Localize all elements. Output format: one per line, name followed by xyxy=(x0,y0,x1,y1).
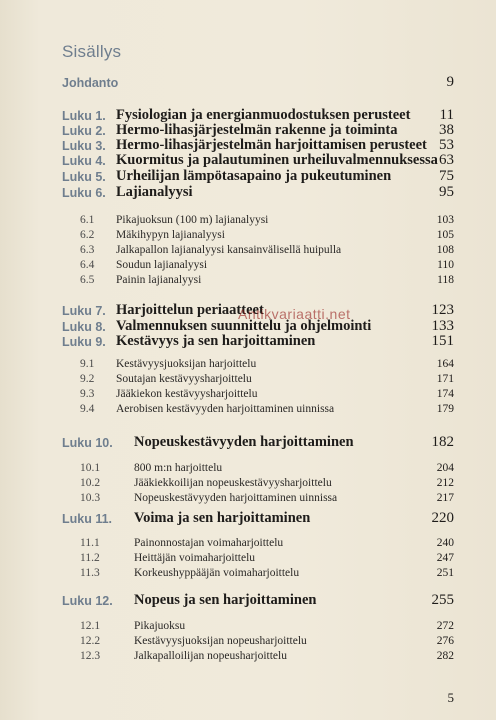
chapter-number: Luku 7. xyxy=(62,304,106,318)
chapter-page-number: 63 xyxy=(439,152,454,168)
chapter-title: Kuormitus ja palautuminen urheiluvalmennuksessa xyxy=(116,152,438,168)
chapter-page-number: 182 xyxy=(431,434,454,450)
section-number: 9.3 xyxy=(80,388,95,400)
section-page-number: 118 xyxy=(437,274,454,286)
page-number: 5 xyxy=(447,690,454,705)
section-page-number: 164 xyxy=(436,358,454,370)
chapter-page-number: 123 xyxy=(431,302,454,318)
section-title: Pikajuoksu xyxy=(134,620,186,632)
chapter-title: Nopeuskestävyyden harjoittaminen xyxy=(134,434,354,450)
chapter-title: Urheilijan lämpötasapaino ja pukeutuminen xyxy=(116,168,392,184)
section-number: 11.3 xyxy=(80,567,100,579)
section-title: Nopeuskestävyyden harjoittaminen uinnissa xyxy=(134,492,338,504)
section-page-number: 108 xyxy=(436,244,454,256)
section-page-number: 272 xyxy=(436,620,454,632)
chapter-number: Luku 10. xyxy=(62,436,113,450)
section-page-number: 179 xyxy=(436,403,454,415)
chapter-page-number: 75 xyxy=(439,168,454,184)
section-page-number: 240 xyxy=(436,537,454,549)
section-number: 9.4 xyxy=(80,403,95,415)
watermark: Antikvariaatti.net xyxy=(238,306,351,322)
toc-title: Sisällys xyxy=(62,42,122,61)
intro-page-number: 9 xyxy=(446,74,454,90)
section-number: 6.5 xyxy=(80,274,95,286)
section-title: Kestävyysjuoksijan harjoittelu xyxy=(116,358,257,370)
section-page-number: 251 xyxy=(436,567,454,579)
section-number: 9.1 xyxy=(80,358,95,370)
chapter-title: Harjoittelun periaatteet xyxy=(116,302,264,318)
chapter-title: Lajianalyysi xyxy=(116,184,193,200)
chapter-title: Nopeus ja sen harjoittaminen xyxy=(134,592,317,608)
chapter-number: Luku 3. xyxy=(62,139,106,153)
section-page-number: 103 xyxy=(436,214,454,226)
section-number: 6.4 xyxy=(80,259,95,271)
section-page-number: 217 xyxy=(436,492,454,504)
section-page-number: 247 xyxy=(436,552,454,564)
chapter-title: Voima ja sen harjoittaminen xyxy=(134,510,311,526)
chapter-page-number: 255 xyxy=(431,592,454,608)
section-title: Soutajan kestävyysharjoittelu xyxy=(116,373,252,385)
section-title: Painin lajianalyysi xyxy=(116,274,202,286)
section-title: Mäkihypyn lajianalyysi xyxy=(116,229,225,241)
chapter-title: Fysiologian ja energianmuodostuksen perusteet xyxy=(116,107,411,123)
section-page-number: 174 xyxy=(436,388,454,400)
section-page-number: 276 xyxy=(436,635,454,647)
chapter-number: Luku 8. xyxy=(62,320,106,334)
section-number: 10.3 xyxy=(80,492,101,504)
section-number: 6.1 xyxy=(80,214,95,226)
chapter-title: Hermo-lihasjärjestelmän rakenne ja toiminta xyxy=(116,122,398,138)
section-page-number: 212 xyxy=(436,477,454,489)
chapter-title: Valmennuksen suunnittelu ja ohjelmointi xyxy=(116,318,372,334)
section-title: Heittäjän voimaharjoittelu xyxy=(134,552,256,564)
chapter-number: Luku 6. xyxy=(62,186,106,200)
section-number: 6.3 xyxy=(80,244,95,256)
section-title: Jalkapallon lajianalyysi kansainvälisellä huipulla xyxy=(116,244,342,256)
chapter-number: Luku 1. xyxy=(62,109,106,123)
section-number: 11.1 xyxy=(80,537,100,549)
chapter-number: Luku 11. xyxy=(62,512,113,526)
chapter-page-number: 38 xyxy=(439,122,454,138)
section-title: Pikajuoksun (100 m) lajianalyysi xyxy=(116,214,269,226)
section-number: 11.2 xyxy=(80,552,100,564)
chapter-number: Luku 12. xyxy=(62,594,113,608)
chapter-page-number: 95 xyxy=(439,184,454,200)
section-number: 12.3 xyxy=(80,650,101,662)
chapter-number: Luku 5. xyxy=(62,170,106,184)
section-page-number: 204 xyxy=(436,462,454,474)
section-title: Jääkiekkoilijan nopeuskestävyysharjoittelu xyxy=(134,477,332,489)
section-number: 6.2 xyxy=(80,229,95,241)
section-page-number: 282 xyxy=(436,650,454,662)
section-page-number: 171 xyxy=(436,373,454,385)
section-number: 12.1 xyxy=(80,620,101,632)
chapter-number: Luku 2. xyxy=(62,124,106,138)
section-number: 9.2 xyxy=(80,373,95,385)
section-title: Soudun lajianalyysi xyxy=(116,259,208,271)
section-title: Painonnostajan voimaharjoittelu xyxy=(134,537,284,549)
intro-label: Johdanto xyxy=(62,76,119,90)
chapter-title: Kestävyys ja sen harjoittaminen xyxy=(116,333,316,349)
chapter-page-number: 133 xyxy=(431,318,454,334)
chapter-number: Luku 4. xyxy=(62,154,106,168)
section-title: Jääkiekon kestävyysharjoittelu xyxy=(116,388,258,400)
chapter-title: Hermo-lihasjärjestelmän harjoittamisen perusteet xyxy=(116,137,427,153)
section-number: 12.2 xyxy=(80,635,101,647)
section-page-number: 110 xyxy=(437,259,454,271)
chapter-page-number: 11 xyxy=(439,107,454,123)
chapter-number: Luku 9. xyxy=(62,335,106,349)
section-title: Aerobisen kestävyyden harjoittaminen uinnissa xyxy=(116,403,335,415)
section-number: 10.2 xyxy=(80,477,101,489)
chapter-page-number: 53 xyxy=(439,137,454,153)
section-title: Jalkapalloilijan nopeusharjoittelu xyxy=(134,650,287,662)
chapter-page-number: 151 xyxy=(431,333,454,349)
section-title: Kestävyysjuoksijan nopeusharjoittelu xyxy=(134,635,307,647)
chapter-page-number: 220 xyxy=(431,510,454,526)
section-number: 10.1 xyxy=(80,462,101,474)
section-title: Korkeushyppääjän voimaharjoittelu xyxy=(134,567,300,579)
section-title: 800 m:n harjoittelu xyxy=(134,462,223,474)
section-page-number: 105 xyxy=(436,229,454,241)
